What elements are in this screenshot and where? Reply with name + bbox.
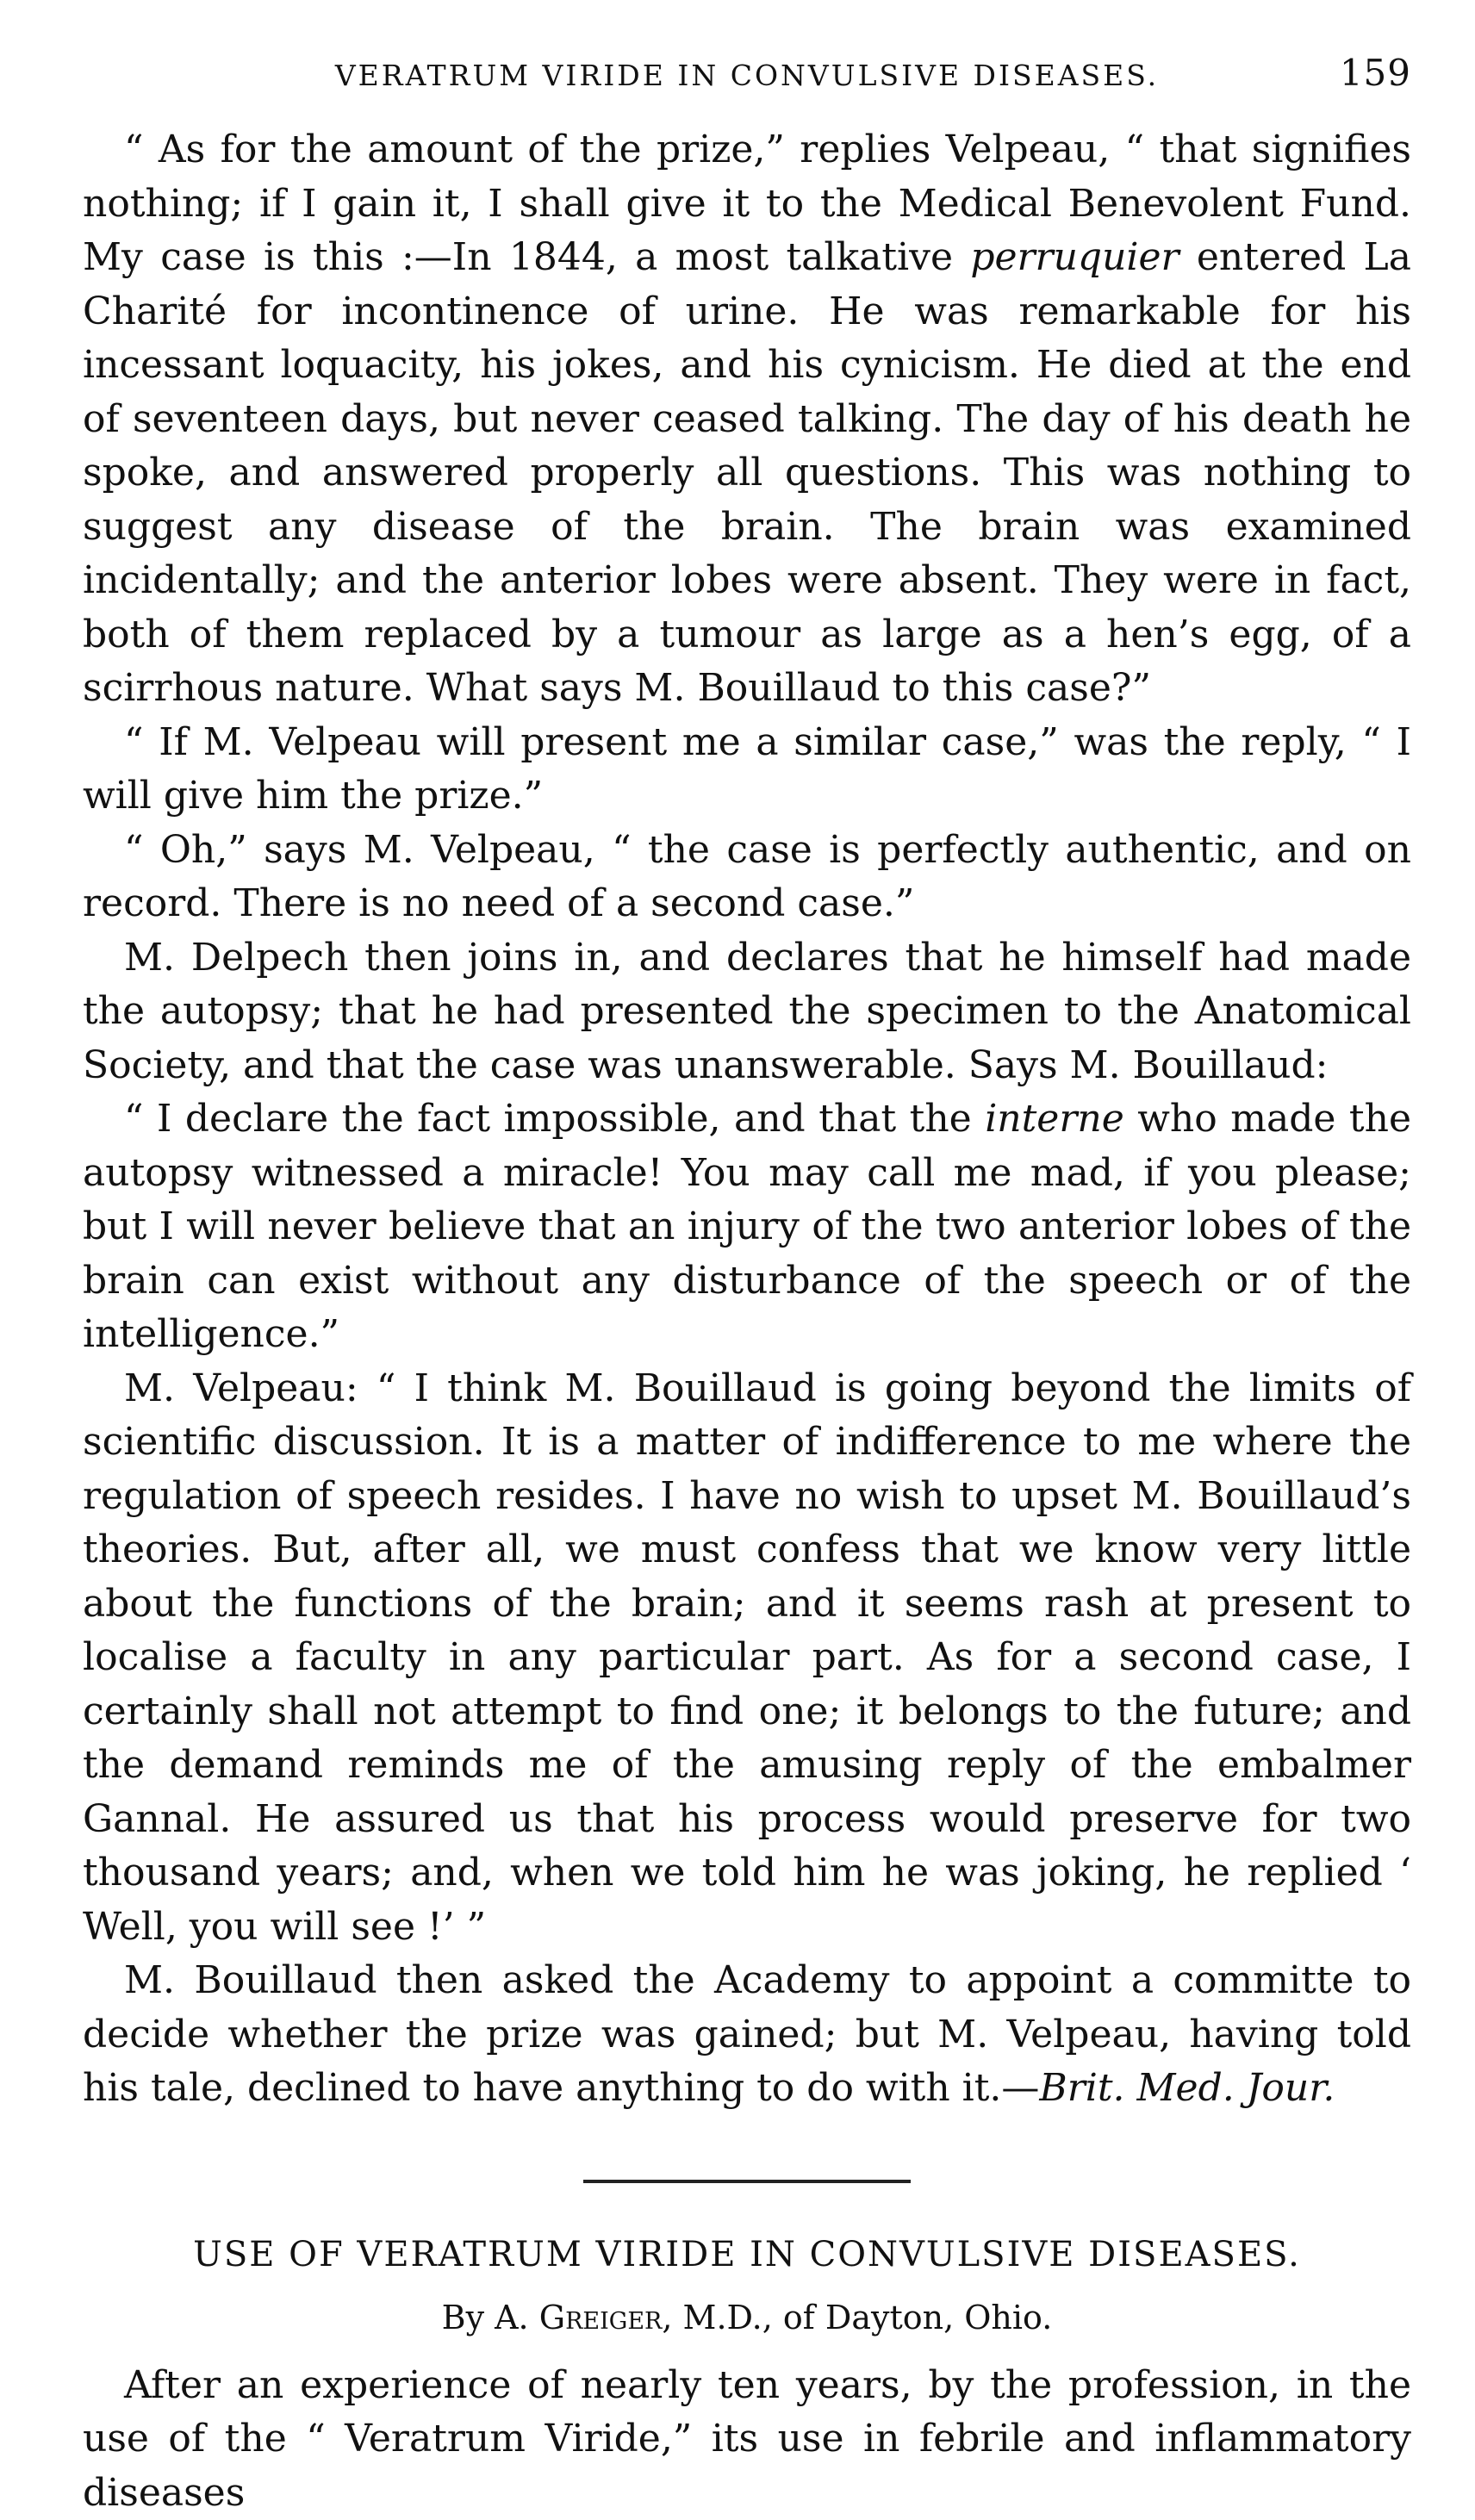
- running-title: VERATRUM VIRIDE IN CONVULSIVE DISEASES.: [83, 59, 1291, 92]
- paragraph-text: M. Velpeau: “ I think M. Bouillaud is going beyond the limits of scientific discussion. It is a matter of indifference to me where the regulation of speech resides. I have no wish to upset M. Bouillaud’s theories. But, after all, we must confess that we know very little about the functions of the brain; and it seems rash at present to localise a faculty in any particular part. As for a second case, I certainly shall not attempt to find one; it belongs to the future; and the demand reminds me of the amusing reply of the embalmer Gannal. He assured us that his process would preserve for two thousand years; and, when we told him he was joking, he replied ‘ Well, you will see !’ ”: [83, 1366, 1411, 1949]
- source-citation: Brit. Med. Jour.: [1039, 2066, 1335, 2110]
- byline-author: Greiger: [539, 2299, 663, 2336]
- paragraph-velpeau-authentic: [83, 824, 1411, 931]
- article-byline: [83, 2299, 1411, 2336]
- paragraph-text: “ I declare the fact impossible, and that the: [124, 1097, 985, 1141]
- article-divider: [583, 2180, 911, 2183]
- paragraph-text: M. Delpech then joins in, and declares that he himself had made the autopsy; that he had presented the specimen to the Anatomical Society, and that the case was unanswerable. Says M. Bouillaud:: [83, 936, 1411, 1087]
- paragraph-text: who made the autopsy witnessed a miracle! You may call me mad, if you please; but I will never believe that an injury of the two anterior lobes of the brain can exist without any disturbance of the speech or of the intelligence.”: [83, 1097, 1411, 1356]
- article-title: USE OF VERATRUM VIRIDE IN CONVULSIVE DISEASES.: [83, 2235, 1411, 2274]
- paragraph-text: After an experience of nearly ten years, by the profession, in the use of the “ Veratrum Viride,” its use in febrile and inflammatory diseases: [83, 2363, 1411, 2515]
- paragraph-velpeau-discussion: [83, 1362, 1411, 1955]
- italic-term: interne: [985, 1097, 1124, 1141]
- paragraph-academy-committee: [83, 1954, 1411, 2116]
- paragraph-text: “ As for the amount of the prize,” replies Velpeau, “ that signifies nothing; if I gain it, I shall give it to the Medical Benevolent Fund. My case is this :—In 1844, a most talkative: [83, 128, 1411, 279]
- running-head: [83, 52, 1411, 94]
- paragraph-text: “ Oh,” says M. Velpeau, “ the case is perfectly authentic, and on record. There is no need of a second case.”: [83, 828, 1411, 926]
- article-intro-paragraph: [83, 2359, 1411, 2520]
- paragraph-bouillaud-declare: [83, 1092, 1411, 1362]
- byline-suffix: , M.D., of Dayton, Ohio.: [662, 2299, 1052, 2336]
- paragraph-delpech: [83, 931, 1411, 1093]
- paragraph-bouillaud-reply: [83, 716, 1411, 824]
- page-number: 159: [1291, 52, 1411, 94]
- paragraph-text: “ If M. Velpeau will present me a similar case,” was the reply, “ I will give him the prize.”: [83, 720, 1411, 818]
- paragraph-text: M. Bouillaud then asked the Academy to appoint a committe to decide whether the prize was gained; but M. Velpeau, having told his tale, declined to have anything to do with it.—: [83, 1958, 1411, 2110]
- paragraph-velpeau-case: [83, 123, 1411, 716]
- byline-prefix: By A.: [442, 2299, 539, 2336]
- italic-term: perruquier: [970, 235, 1179, 279]
- paragraph-text: entered La Charité for incontinence of urine. He was remarkable for his incessant loquacity, his jokes, and his cynicism. He died at the end of seventeen days, but never ceased talking. The day of his death he spoke, and answered properly all questions. This was nothing to suggest any disease of the brain. The brain was examined incidentally; and the anterior lobes were absent. They were in fact, both of them replaced by a tumour as large as a hen’s egg, of a scirrhous nature. What says M. Bouillaud to this case?”: [83, 235, 1411, 710]
